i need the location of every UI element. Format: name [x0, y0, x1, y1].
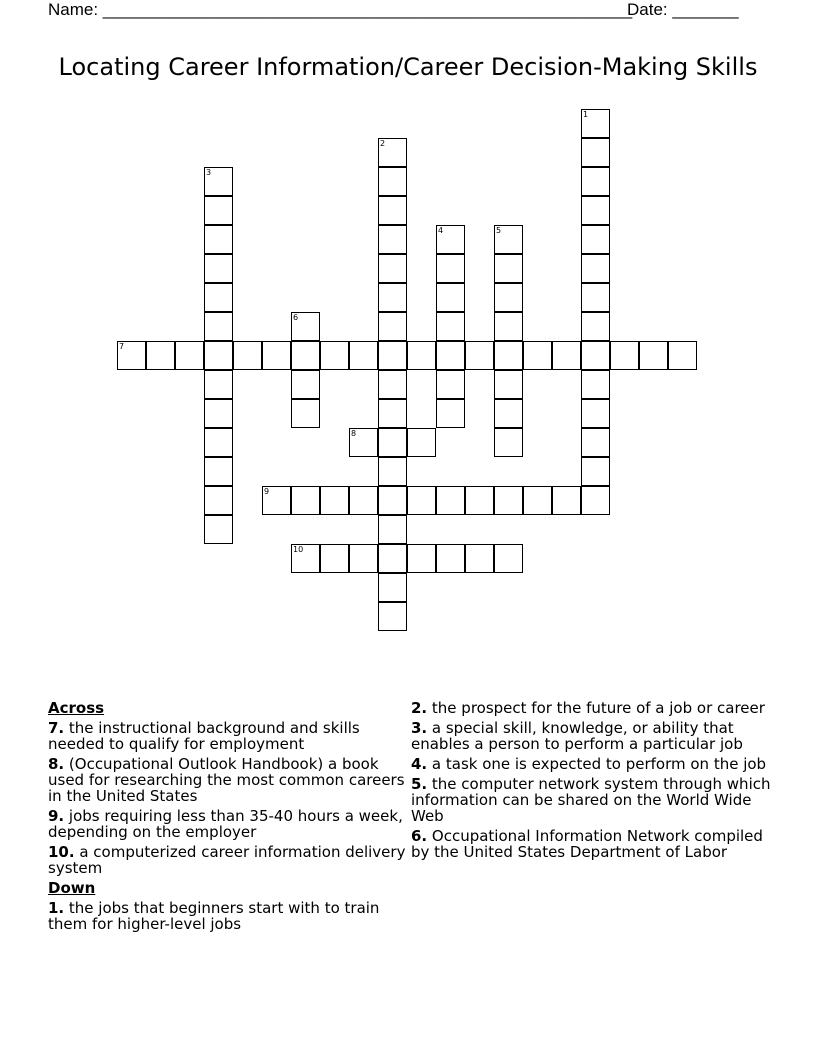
- grid-cell[interactable]: [262, 341, 291, 370]
- clue-number: 1.: [48, 899, 65, 917]
- grid-cell[interactable]: [204, 196, 233, 225]
- grid-cell[interactable]: [378, 399, 407, 428]
- clue-number-label: 2: [380, 139, 386, 148]
- date-field: Date: _______: [627, 0, 739, 19]
- grid-cell[interactable]: [436, 312, 465, 341]
- grid-cell[interactable]: [320, 341, 349, 370]
- clue-number-label: 7: [119, 342, 125, 351]
- grid-cell[interactable]: [204, 428, 233, 457]
- grid-cell[interactable]: [494, 370, 523, 399]
- clue-item: [48, 720, 408, 752]
- grid-cell[interactable]: [581, 254, 610, 283]
- across-heading: Across: [48, 699, 105, 717]
- grid-cell[interactable]: [552, 341, 581, 370]
- grid-cell[interactable]: [262, 486, 291, 515]
- grid-cell[interactable]: [581, 109, 610, 138]
- clue-item: [411, 776, 771, 824]
- grid-cell[interactable]: [494, 312, 523, 341]
- clue-number-label: 6: [293, 313, 299, 322]
- grid-cell[interactable]: [494, 341, 523, 370]
- grid-cell[interactable]: [291, 399, 320, 428]
- grid-cell[interactable]: [204, 515, 233, 544]
- grid-cell[interactable]: [436, 225, 465, 254]
- clue-item: [48, 808, 408, 840]
- page-title: Locating Career Information/Career Decision-Making Skills: [58, 53, 758, 81]
- clue-number: 5.: [411, 775, 428, 793]
- grid-cell[interactable]: [378, 341, 407, 370]
- grid-cell[interactable]: [581, 428, 610, 457]
- grid-cell[interactable]: [204, 341, 233, 370]
- clues-right-column: [411, 700, 771, 864]
- grid-cell[interactable]: [204, 457, 233, 486]
- grid-cell[interactable]: [436, 370, 465, 399]
- clue-number: 4.: [411, 755, 428, 773]
- grid-cell[interactable]: [436, 486, 465, 515]
- grid-cell[interactable]: [204, 370, 233, 399]
- clue-number: 2.: [411, 699, 428, 717]
- grid-cell[interactable]: [581, 486, 610, 515]
- grid-cell[interactable]: [581, 457, 610, 486]
- clue-item: [411, 700, 771, 716]
- clue-number-label: 4: [438, 226, 444, 235]
- grid-cell[interactable]: [378, 167, 407, 196]
- clue-item: [48, 844, 408, 876]
- clues-left-column: [48, 700, 408, 936]
- grid-cell[interactable]: [378, 254, 407, 283]
- grid-cell[interactable]: [291, 486, 320, 515]
- grid-cell[interactable]: [378, 225, 407, 254]
- grid-cell[interactable]: [581, 370, 610, 399]
- clue-text: the computer network system through which information can be shared on the World Wide Web: [411, 775, 771, 825]
- across-clue-list: [48, 720, 408, 876]
- grid-cell[interactable]: [523, 341, 552, 370]
- grid-cell[interactable]: [378, 602, 407, 631]
- grid-cell[interactable]: [349, 428, 378, 457]
- grid-cell[interactable]: [349, 341, 378, 370]
- grid-cell[interactable]: [117, 341, 146, 370]
- clue-number: 6.: [411, 827, 428, 845]
- down-heading: Down: [48, 879, 96, 897]
- grid-cell[interactable]: [291, 341, 320, 370]
- grid-cell[interactable]: [581, 399, 610, 428]
- clue-text: the instructional background and skills needed to qualify for employment: [48, 719, 360, 753]
- grid-cell[interactable]: [610, 341, 639, 370]
- clue-item: [411, 828, 771, 860]
- grid-cell[interactable]: [581, 283, 610, 312]
- grid-cell[interactable]: [407, 486, 436, 515]
- grid-cell[interactable]: [349, 486, 378, 515]
- clue-text: a computerized career information delivery system: [48, 843, 406, 877]
- clue-item: [411, 756, 771, 772]
- grid-cell[interactable]: [436, 283, 465, 312]
- grid-cell[interactable]: [320, 544, 349, 573]
- grid-cell[interactable]: [494, 486, 523, 515]
- clue-text: (Occupational Outlook Handbook) a book used for researching the most common careers in the United States: [48, 755, 405, 805]
- grid-cell[interactable]: [494, 225, 523, 254]
- clue-number-label: 10: [293, 545, 304, 554]
- grid-cell[interactable]: [494, 254, 523, 283]
- grid-cell[interactable]: [436, 399, 465, 428]
- down-clue-list-continued: [411, 700, 771, 860]
- clue-number-label: 8: [351, 429, 357, 438]
- clue-text: Occupational Information Network compiled by the United States Department of Labor: [411, 827, 763, 861]
- grid-cell[interactable]: [204, 486, 233, 515]
- clue-number-label: 1: [583, 110, 589, 119]
- grid-cell[interactable]: [639, 341, 668, 370]
- grid-cell[interactable]: [407, 341, 436, 370]
- clue-number: 3.: [411, 719, 428, 737]
- grid-cell[interactable]: [378, 515, 407, 544]
- grid-cell[interactable]: [494, 399, 523, 428]
- grid-cell[interactable]: [204, 254, 233, 283]
- grid-cell[interactable]: [175, 341, 204, 370]
- grid-cell[interactable]: [378, 370, 407, 399]
- grid-cell[interactable]: [581, 196, 610, 225]
- grid-cell[interactable]: [523, 486, 552, 515]
- clue-number: 10.: [48, 843, 75, 861]
- grid-cell[interactable]: [581, 312, 610, 341]
- clue-text: the jobs that beginners start with to train them for higher-level jobs: [48, 899, 380, 933]
- grid-cell[interactable]: [465, 544, 494, 573]
- grid-cell[interactable]: [378, 573, 407, 602]
- clue-item: [48, 900, 408, 932]
- grid-cell[interactable]: [668, 341, 697, 370]
- clue-text: the prospect for the future of a job or career: [427, 699, 765, 717]
- grid-cell[interactable]: [436, 341, 465, 370]
- grid-cell[interactable]: [465, 486, 494, 515]
- grid-cell[interactable]: [378, 428, 407, 457]
- grid-cell[interactable]: [349, 544, 378, 573]
- clue-text: jobs requiring less than 35-40 hours a week, depending on the employer: [48, 807, 403, 841]
- clue-number-label: 5: [496, 226, 502, 235]
- grid-cell[interactable]: [494, 283, 523, 312]
- grid-cell[interactable]: [204, 283, 233, 312]
- grid-cell[interactable]: [378, 196, 407, 225]
- grid-cell[interactable]: [494, 544, 523, 573]
- grid-cell[interactable]: [204, 167, 233, 196]
- clue-number: 8.: [48, 755, 65, 773]
- grid-cell[interactable]: [291, 370, 320, 399]
- grid-cell[interactable]: [320, 486, 349, 515]
- grid-cell[interactable]: [378, 283, 407, 312]
- clue-number-label: 3: [206, 168, 212, 177]
- clue-text: a special skill, knowledge, or ability that enables a person to perform a particular job: [411, 719, 743, 753]
- clue-number-label: 9: [264, 487, 270, 496]
- grid-cell[interactable]: [291, 312, 320, 341]
- grid-cell[interactable]: [378, 486, 407, 515]
- grid-cell[interactable]: [378, 138, 407, 167]
- grid-cell[interactable]: [552, 486, 581, 515]
- clue-item: [411, 720, 771, 752]
- grid-cell[interactable]: [581, 225, 610, 254]
- grid-cell[interactable]: [494, 428, 523, 457]
- down-clue-list: [48, 900, 408, 932]
- clue-text: a task one is expected to perform on the job: [427, 755, 767, 773]
- grid-cell[interactable]: [204, 399, 233, 428]
- grid-cell[interactable]: [581, 138, 610, 167]
- grid-cell[interactable]: [436, 544, 465, 573]
- grid-cell[interactable]: [378, 457, 407, 486]
- grid-cell[interactable]: [378, 312, 407, 341]
- grid-cell[interactable]: [465, 341, 494, 370]
- grid-cell[interactable]: [291, 544, 320, 573]
- grid-cell[interactable]: [436, 254, 465, 283]
- grid-cell[interactable]: [233, 341, 262, 370]
- grid-cell[interactable]: [204, 312, 233, 341]
- grid-cell[interactable]: [204, 225, 233, 254]
- grid-cell[interactable]: [407, 428, 436, 457]
- grid-cell[interactable]: [407, 544, 436, 573]
- clue-item: [48, 756, 408, 804]
- grid-cell[interactable]: [146, 341, 175, 370]
- grid-cell[interactable]: [581, 167, 610, 196]
- grid-cell[interactable]: [378, 544, 407, 573]
- clue-number: 9.: [48, 807, 65, 825]
- name-field: Name: ________________________________________________________: [48, 0, 633, 19]
- clue-number: 7.: [48, 719, 65, 737]
- grid-cell[interactable]: [581, 341, 610, 370]
